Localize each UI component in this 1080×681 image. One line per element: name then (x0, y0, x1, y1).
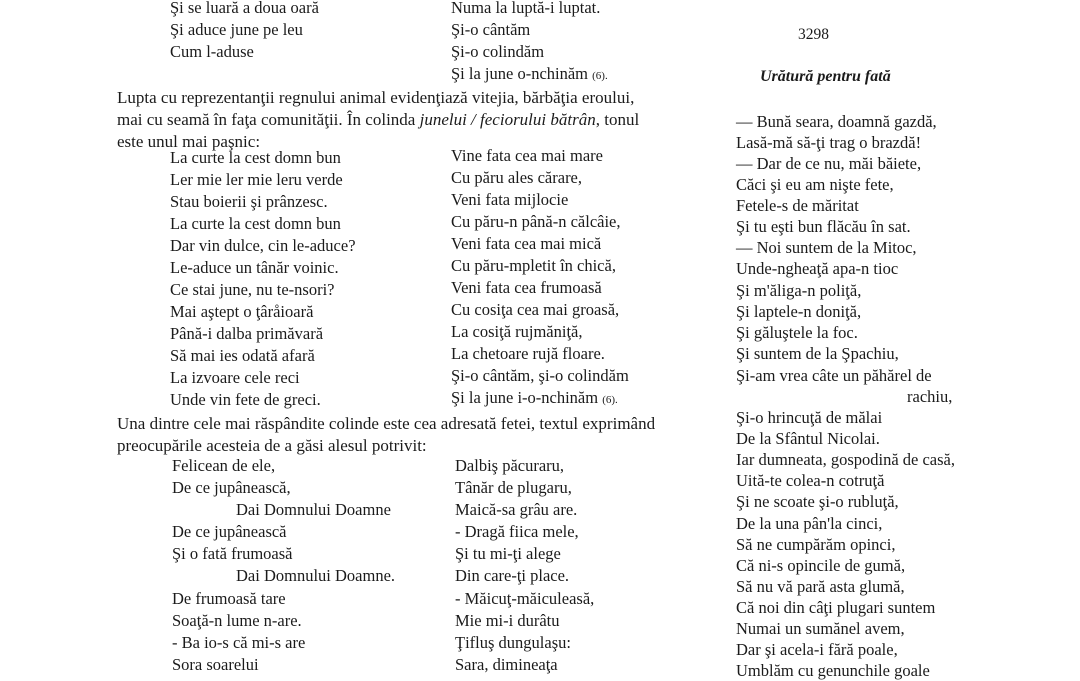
section-title: Urătură pentru fată (760, 68, 891, 85)
right-verse-line-1: — Bună seara, doamnă gazdă, (736, 112, 937, 131)
song1-left-line-3: Cum l-aduse (170, 42, 254, 61)
song3-left-line-3: Dai Domnului Doamne (236, 500, 391, 519)
right-verse-line-19: De la una pân'la cinci, (736, 514, 883, 533)
song3-left-line-7: De frumoasă tare (172, 589, 286, 608)
song3-left-line-1: Felicean de ele, (172, 456, 276, 475)
right-verse-line-8: Unde-ngheaţă apa-n tioc (736, 259, 899, 278)
right-verse-line-2: Lasă-mă să-ţi trag o brazdă! (736, 133, 922, 152)
song2-left-line-1: La curte la cest domn bun (170, 148, 341, 167)
song1-right-line-1: Numa la luptă-i luptat. (451, 0, 601, 17)
song3-right-line-2: Tânăr de plugaru, (455, 478, 572, 497)
song2-right-line-1: Vine fata cea mai mare (451, 146, 603, 165)
song1-right-line-3: Şi-o colindăm (451, 42, 545, 61)
song2-left-line-8: Mai aştept o ţâråioară (170, 302, 314, 321)
right-verse-line-21: Că ni-s opincile de gumă, (736, 556, 906, 575)
song2-right-line-5: Veni fata cea mai mică (451, 234, 602, 253)
song3-right-line-10: Sara, dimineaţa (455, 655, 558, 674)
song3-left-line-9: - Ba io-s că mi-s are (172, 633, 306, 652)
song1-left-line-1: Şi se luară a doua oară (170, 0, 319, 17)
song2-right-line-7: Veni fata cea frumoasă (451, 278, 602, 297)
right-verse-line-23: Că noi din câţi plugari suntem (736, 598, 936, 617)
song2-right-line-6: Cu păru-mpletit în chică, (451, 256, 616, 275)
song2-left-line-11: La izvoare cele reci (170, 368, 300, 387)
song3-left-line-2: De ce jupânească, (172, 478, 291, 497)
right-verse-line-14: Şi-o hrincuţă de mălai (736, 408, 883, 427)
song2-left-line-4: La curte la cest domn bun (170, 214, 341, 233)
song1-last-verse: Şi la june o-nchinăm (451, 64, 589, 83)
song3-left-line-4: De ce jupânească (172, 522, 287, 541)
song2-right-line-3: Veni fata mijlocie (451, 190, 569, 209)
paragraph-1-line-1: Lupta cu reprezentanţii regnului animal evidenţiază vitejia, bărbăţia eroului, (117, 88, 635, 107)
right-verse-line-26: Umblăm cu genunchile goale (736, 661, 930, 680)
song3-right-line-1: Dalbiş păcuraru, (455, 456, 565, 475)
right-verse-line-12: Şi suntem de la Şpachiu, (736, 344, 899, 363)
song2-right-line-10: La chetoare rujă floare. (451, 344, 605, 363)
song3-right-line-5: Şi tu mi-ţi alege (455, 544, 561, 563)
song3-right-line-7: - Măicuţ-măiculeasă, (455, 589, 595, 608)
song2-right-line-2: Cu păru ales cărare, (451, 168, 583, 187)
song3-right-line-9: Ţifluş dungulaşu: (455, 633, 571, 652)
song2-left-line-3: Stau boierii şi prânzesc. (170, 192, 328, 211)
song2-left-line-9: Până-i dalba primăvară (170, 324, 324, 343)
right-verse-line-13: Şi-am vrea câte un păhărel de (736, 366, 932, 385)
paragraph-1-text-b: , tonul (595, 110, 640, 129)
paragraph-1-line-2 (117, 110, 639, 130)
song2-left-line-12: Unde vin fete de greci. (170, 390, 321, 409)
song2-right-line-12 (451, 388, 618, 410)
right-verse-line-11: Şi găluştele la foc. (736, 323, 858, 342)
right-verse-line-6: Şi tu eşti bun flăcău în sat. (736, 217, 911, 236)
song2-left-line-2: Ler mie ler mie leru verde (170, 170, 343, 189)
song2-left-line-5: Dar vin dulce, cin le-aduce? (170, 236, 356, 255)
right-verse-line-4: Căci şi eu am nişte fete, (736, 175, 894, 194)
right-verse-line-9: Şi m'ăliga-n poliţă, (736, 281, 862, 300)
right-verse-line-16: Iar dumneata, gospodină de casă, (736, 450, 955, 469)
right-verse-line-24: Numai un sumănel avem, (736, 619, 905, 638)
song2-right-line-11: Şi-o cântăm, şi-o colindăm (451, 366, 629, 385)
song2-left-line-7: Ce stai june, nu te-nsori? (170, 280, 335, 299)
page-number: 3298 (798, 26, 829, 43)
right-verse-line-25: Dar şi acela-i fără poale, (736, 640, 898, 659)
right-verse-line-13-cont: rachiu, (907, 387, 953, 406)
song3-left-line-6: Dai Domnului Doamne. (236, 566, 396, 585)
song1-right-line-4 (451, 64, 608, 86)
song1-right-line-2: Şi-o cântăm (451, 20, 531, 39)
paragraph-2-line-1: Una dintre cele mai răspândite colinde este cea adresată fetei, textul exprimând (117, 414, 656, 433)
right-verse-line-17: Uită-te colea-n cotruţă (736, 471, 885, 490)
paragraph-1-line-3: este unul mai paşnic: (117, 132, 261, 151)
right-verse-line-22: Să nu vă pară asta glumă, (736, 577, 905, 596)
footnote-ref-2: (6). (602, 394, 618, 406)
right-verse-line-15: De la Sfântul Nicolai. (736, 429, 880, 448)
song3-left-line-10: Sora soarelui (172, 655, 259, 674)
song3-right-line-6: Din care-ţi place. (455, 566, 570, 585)
song2-left-line-10: Să mai ies odată afară (170, 346, 315, 365)
song2-right-line-8: Cu cosiţa cea mai groasă, (451, 300, 620, 319)
right-verse-line-3: — Dar de ce nu, măi băiete, (736, 154, 922, 173)
right-verse-line-7: — Noi suntem de la Mitoc, (736, 238, 917, 257)
right-verse-line-20: Să ne cumpărăm opinci, (736, 535, 896, 554)
song3-left-line-8: Soaţă-n lume n-are. (172, 611, 302, 630)
song3-right-line-3: Maică-sa grâu are. (455, 500, 578, 519)
footnote-ref: (6). (592, 70, 608, 82)
song3-left-line-5: Şi o fată frumoasă (172, 544, 293, 563)
right-verse-line-18: Şi ne scoate şi-o rubluţă, (736, 492, 899, 511)
song3-right-line-4: - Dragă fiica mele, (455, 522, 579, 541)
paragraph-1-italic-title: junelui / feciorului bătrân (419, 110, 596, 129)
paragraph-2-line-2: preocupările acesteia de a găsi alesul potrivit: (117, 436, 427, 455)
song2-last-verse: Şi la june i-o-nchinăm (451, 388, 599, 407)
song2-right-line-4: Cu păru-n până-n călcâie, (451, 212, 621, 231)
right-verse-line-5: Fetele-s de măritat (736, 196, 859, 215)
song2-right-line-9: La cosiţă rujmăniţă, (451, 322, 583, 341)
right-verse-line-10: Şi laptele-n doniţă, (736, 302, 862, 321)
paragraph-1-text-a: mai cu seamă în faţa comunităţii. În colinda (117, 110, 420, 129)
song1-left-line-2: Şi aduce june pe leu (170, 20, 303, 39)
song3-right-line-8: Mie mi-i durâtu (455, 611, 560, 630)
song2-left-line-6: Le-aduce un tânăr voinic. (170, 258, 339, 277)
